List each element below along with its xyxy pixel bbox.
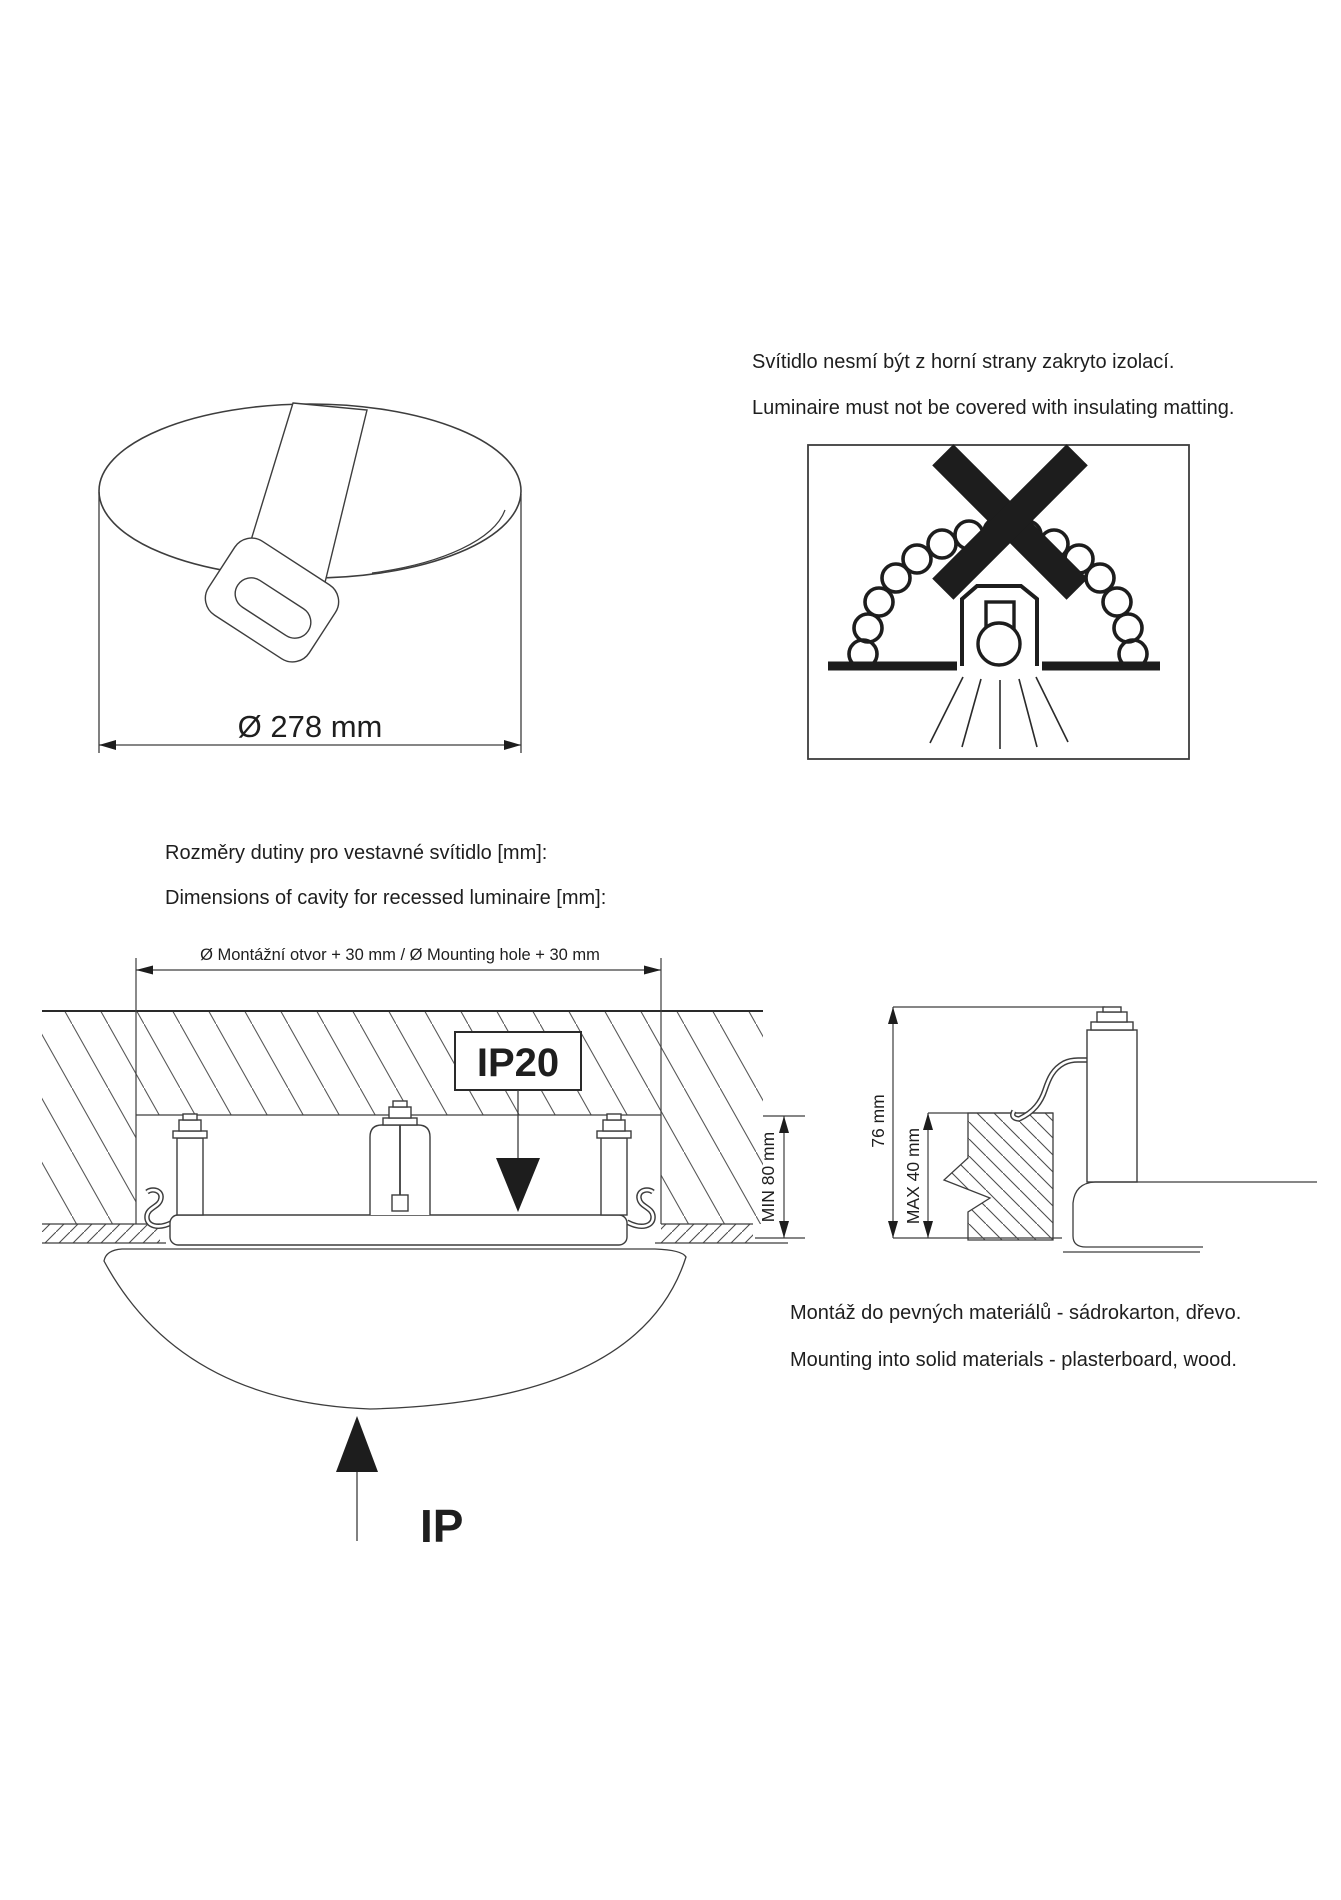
luminaire-top-view-drawing [60, 380, 560, 770]
mounting-note-en: Mounting into solid materials - plasterboard, wood. [790, 1349, 1237, 1371]
luminaire-pictogram [962, 586, 1037, 666]
dimension-arrow-left [99, 740, 116, 750]
dimension-arrow-right [504, 740, 521, 750]
insulation-note-cs: Svítidlo nesmí být z horní strany zakryto izolací. [752, 351, 1175, 373]
mounting-bracket [198, 403, 367, 670]
recessed-luminaire-gear-tray [147, 1101, 653, 1245]
min-depth-dimension [755, 1116, 805, 1238]
side-mounting-detail-drawing [865, 985, 1330, 1275]
rim-inner-edge [372, 510, 505, 573]
stud-right [597, 1114, 631, 1215]
ip-arrow [336, 1416, 378, 1472]
insulation-warning-pictogram [795, 435, 1205, 775]
max-thickness-dimension [903, 1113, 933, 1238]
mounting-hole-dimension [136, 946, 661, 975]
min-depth-label: MIN 80 mm [758, 1131, 778, 1223]
stud-left [173, 1114, 207, 1215]
mounting-hole-label: Ø Montážní otvor + 30 mm / Ø Mounting hole + 30 mm [200, 946, 600, 964]
arrow-up [779, 1116, 789, 1133]
arrow-down [923, 1221, 933, 1238]
arrow-up [888, 1007, 898, 1024]
ip20-label: IP20 [476, 1041, 560, 1085]
center-bracket [370, 1101, 430, 1215]
ip20-callout [455, 1032, 581, 1212]
ip-label: IP [420, 1500, 464, 1552]
arrow-right [644, 966, 661, 975]
lamp-bulb [978, 623, 1020, 665]
housing-outline [1073, 1182, 1317, 1247]
arrow-up [923, 1113, 933, 1130]
height-label: 76 mm [868, 1094, 888, 1148]
ip-callout [336, 1416, 463, 1552]
cavity-note-en: Dimensions of cavity for recessed luminaire [mm]: [165, 887, 607, 909]
arrow-left [136, 966, 153, 975]
diameter-dimension [99, 709, 521, 750]
mounting-plank [928, 1113, 1053, 1240]
glass-dome [104, 1249, 686, 1409]
luminaire-housing-edge [1063, 1182, 1317, 1252]
max-thickness-label: MAX 40 mm [903, 1127, 923, 1225]
plank-section [944, 1113, 1053, 1240]
plasterboard-band-right [661, 1224, 753, 1243]
threaded-stud [1087, 1007, 1137, 1182]
diameter-label: Ø 278 mm [237, 709, 383, 744]
spring-clip [1013, 1060, 1087, 1119]
mounting-note-cs: Montáž do pevných materiálů - sádrokarton, dřevo. [790, 1302, 1242, 1324]
cross-section-drawing [35, 935, 815, 1560]
plasterboard-band-left [42, 1224, 160, 1243]
arrow-down [779, 1221, 789, 1238]
insulation-note-en: Luminaire must not be covered with insulating matting. [752, 397, 1235, 419]
arrow-down [888, 1221, 898, 1238]
cavity-note-cs: Rozměry dutiny pro vestavné svítidlo [mm]: [165, 842, 548, 864]
ip20-arrow [496, 1158, 540, 1212]
base-plate [170, 1215, 627, 1245]
